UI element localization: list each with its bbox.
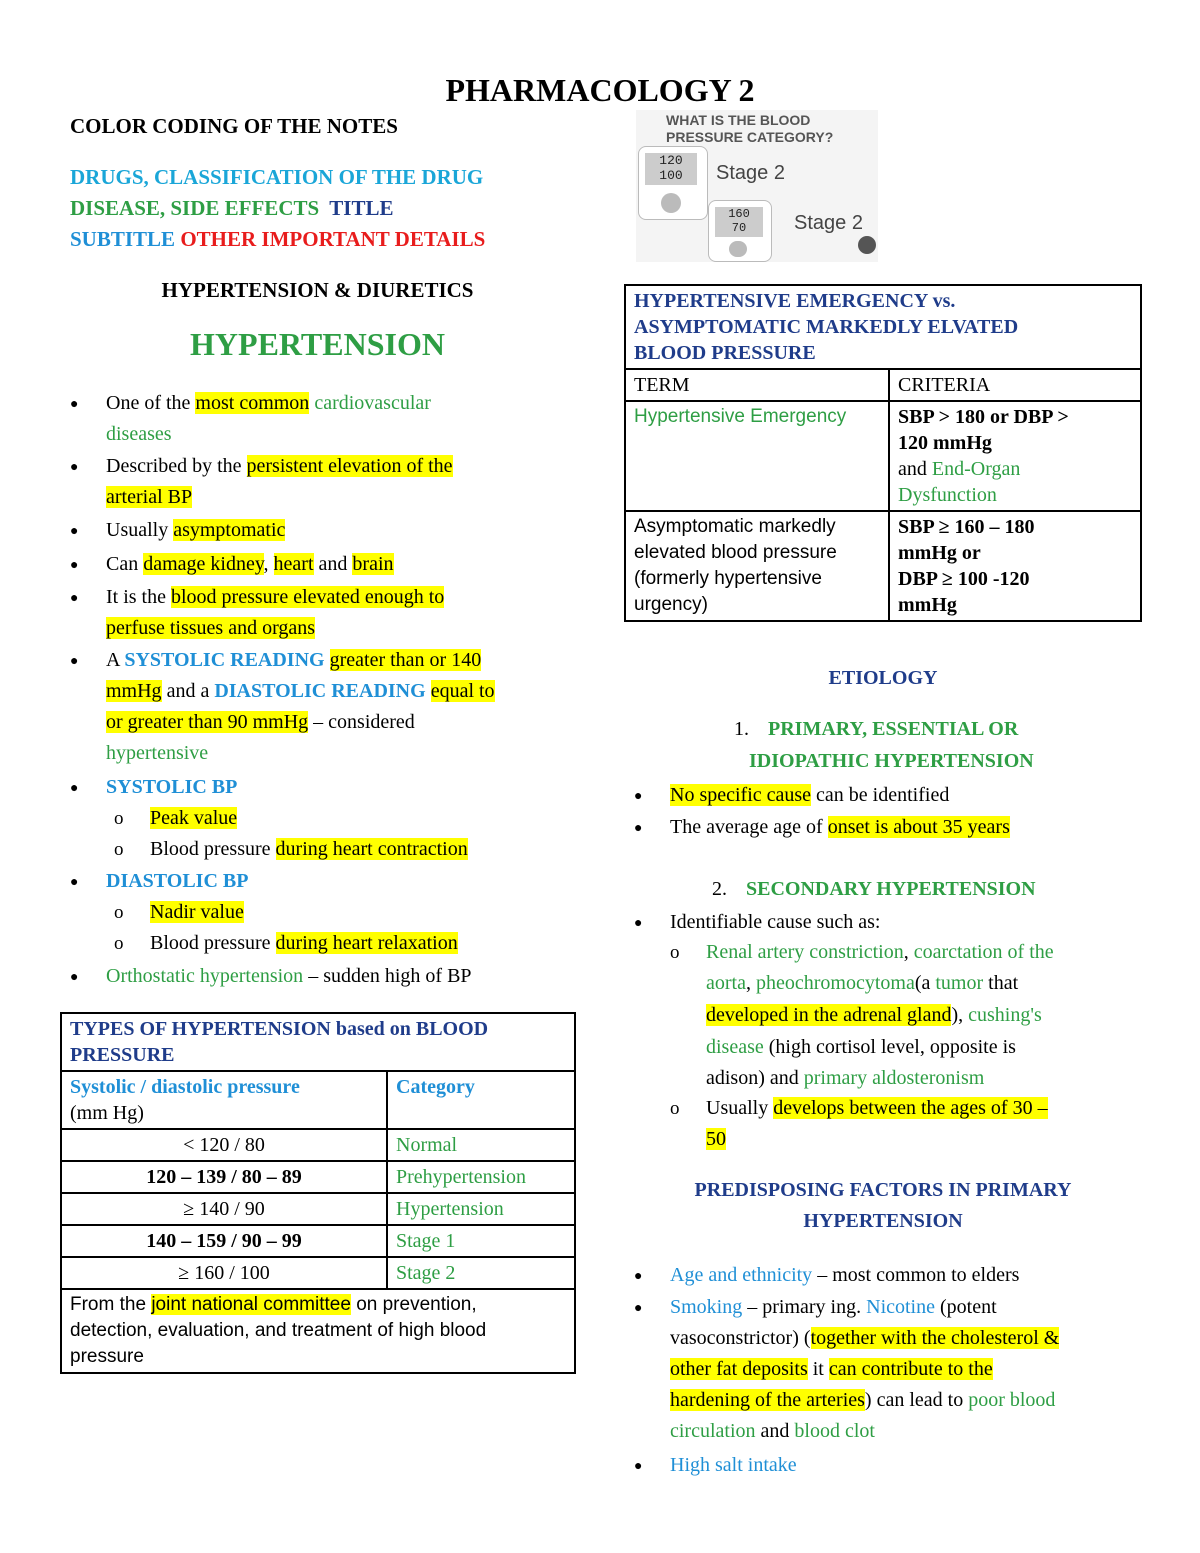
text: cardiovascular (309, 392, 431, 414)
legend-line3 (70, 227, 485, 252)
legend-title: TITLE (329, 196, 394, 220)
highlight: equal to (430, 680, 495, 702)
text: (formerly hypertensive (634, 568, 822, 589)
text: (mm Hg) (70, 1102, 144, 1124)
highlight: Peak value (150, 807, 238, 829)
highlight: arterial BP (106, 486, 193, 508)
types-col1 (61, 1071, 387, 1129)
highlight: develops between the ages of 30 – (773, 1097, 1048, 1119)
bullet-icon: ● (70, 591, 79, 606)
text: ), (951, 1004, 969, 1026)
text: Renal artery constriction (706, 941, 904, 963)
types-cell: Hypertension (387, 1193, 575, 1225)
systolic-heading: SYSTOLIC BP (106, 776, 238, 798)
highlight: Nadir value (150, 901, 244, 923)
secondary-sub-2 (706, 1097, 1048, 1120)
highlight: persistent elevation of the (246, 455, 453, 477)
text: – primary ing. (742, 1296, 867, 1318)
secondary-sub-1e (706, 1067, 984, 1090)
primary-num: 1. (734, 718, 749, 740)
text: can be identified (811, 784, 950, 806)
text: blood clot (794, 1420, 875, 1442)
monitor-1-display (645, 153, 697, 185)
text: The average age of (670, 816, 828, 838)
bullet-1-cont: diseases (106, 423, 172, 445)
legend-disease: DISEASE, SIDE EFFECTS (70, 196, 320, 220)
monitor-1-bottom: 100 (659, 168, 683, 183)
highlight: perfuse tissues and organs (106, 617, 316, 639)
highlight: during heart contraction (275, 838, 468, 860)
text: Described by the (106, 455, 247, 477)
sub-bullet-icon: o (114, 839, 124, 860)
bullet-5 (106, 586, 444, 609)
text: – sudden high of BP (303, 965, 472, 987)
text: adison) and (706, 1067, 804, 1089)
highlight: during heart relaxation (275, 932, 458, 954)
text: mmHg (898, 594, 957, 616)
stage-label-1: Stage 2 (716, 162, 785, 184)
predisposing-heading-2: HYPERTENSION (803, 1210, 963, 1232)
factor-3: High salt intake (670, 1454, 797, 1476)
text: mmHg or (898, 542, 981, 564)
text: and (898, 458, 932, 480)
emergency-r2-term (625, 511, 889, 621)
types-cell: 120 – 139 / 80 – 89 (61, 1161, 387, 1193)
text: Asymptomatic markedly (634, 516, 836, 537)
types-cell: 140 – 159 / 90 – 99 (61, 1225, 387, 1257)
bp-monitor-2 (708, 200, 772, 262)
text: elevated blood pressure (634, 542, 837, 563)
bullet-icon: ● (70, 397, 79, 412)
text: Usually (106, 519, 174, 541)
highlight: developed in the adrenal gland (706, 1004, 952, 1026)
primary-title-1: PRIMARY, ESSENTIAL OR (768, 718, 1019, 740)
highlight: blood pressure elevated enough to (171, 586, 445, 608)
text: and (755, 1420, 795, 1442)
bullet-1 (106, 392, 431, 415)
highlight: most common (195, 392, 310, 414)
bullet-6 (106, 649, 481, 672)
text: Usually (706, 1097, 774, 1119)
bullet-icon: ● (634, 1269, 643, 1284)
text: Can (106, 553, 144, 575)
highlight: asymptomatic (173, 519, 286, 541)
monitor-1-button-icon (661, 193, 681, 213)
factor-1 (670, 1264, 1019, 1287)
section-heading: HYPERTENSION & DIURETICS (161, 278, 474, 302)
text: on prevention, (350, 1294, 477, 1315)
diastolic-sub-2 (150, 932, 458, 955)
bullet-icon: ● (634, 1301, 643, 1316)
secondary-title: SECONDARY HYPERTENSION (746, 878, 1036, 900)
diastolic-heading: DIASTOLIC BP (106, 870, 249, 892)
text: disease (706, 1036, 764, 1058)
bullet-icon: ● (70, 970, 79, 985)
types-cell: < 120 / 80 (61, 1129, 387, 1161)
types-table (60, 1012, 576, 1374)
text: Dysfunction (898, 484, 997, 506)
secondary-sub-1b (706, 972, 1018, 995)
text: pressure (70, 1346, 144, 1367)
text: pheochromocytoma (755, 972, 915, 994)
primary-title-2: IDIOPATHIC HYPERTENSION (749, 750, 1034, 772)
text: A (106, 649, 125, 671)
bullet-icon: ● (70, 781, 79, 796)
emergency-r1-term: Hypertensive Emergency (625, 401, 889, 511)
etiology-heading: ETIOLOGY (828, 667, 938, 689)
text: – most common to elders (812, 1264, 1020, 1286)
text (325, 649, 330, 671)
text: BLOOD PRESSURE (634, 342, 816, 364)
text: Age and ethnicity (670, 1264, 813, 1286)
types-cell: ≥ 140 / 90 (61, 1193, 387, 1225)
types-cell: Stage 2 (387, 1257, 575, 1289)
sub-bullet-icon: o (114, 933, 124, 954)
sub-bullet-icon: o (114, 808, 124, 829)
text: 120 mmHg (898, 432, 992, 454)
emergency-r1-criteria (889, 401, 1141, 511)
highlight: damage kidney (143, 553, 264, 575)
text: and (313, 553, 353, 575)
text: urgency) (634, 594, 708, 615)
text: DBP ≥ 100 -120 (898, 568, 1030, 590)
highlight: can contribute to the (828, 1358, 993, 1380)
systolic-sub-1 (150, 807, 237, 830)
text: , (263, 553, 274, 575)
diastolic-sub-1 (150, 901, 244, 924)
emergency-col1: TERM (625, 369, 889, 401)
person-icon (858, 236, 876, 254)
text: vasoconstrictor) ( (670, 1327, 811, 1349)
sub-bullet-icon: o (670, 942, 680, 963)
highlight: other fat deposits (670, 1358, 808, 1380)
text: Blood pressure (150, 932, 276, 954)
text: , (903, 941, 914, 963)
text: Nicotine (866, 1296, 935, 1318)
highlight: mmHg (106, 680, 162, 702)
types-cell: Prehypertension (387, 1161, 575, 1193)
secondary-num: 2. (712, 878, 727, 900)
factor-2 (670, 1296, 997, 1319)
text: Orthostatic hypertension (106, 965, 304, 987)
types-col2: Category (387, 1071, 575, 1129)
text: End-Organ (931, 458, 1021, 480)
monitor-2-button-icon (729, 241, 747, 257)
bullet-6-cont (106, 680, 495, 703)
secondary-bullet: Identifiable cause such as: (670, 911, 881, 933)
text: – considered (308, 711, 415, 733)
highlight: together with the cholesterol & (810, 1327, 1060, 1349)
bullet-6-cont2 (106, 711, 415, 734)
stage-label-2: Stage 2 (794, 212, 863, 234)
text: poor blood (968, 1389, 1056, 1411)
bp-monitor-1 (638, 146, 708, 220)
bullet-3 (106, 519, 285, 542)
text: cushing's (968, 1004, 1042, 1026)
text: circulation (670, 1420, 756, 1442)
highlight: greater than or 140 (329, 649, 482, 671)
bullet-5-cont (106, 617, 315, 640)
text: ) can lead to (864, 1389, 969, 1411)
text: (potent (935, 1296, 997, 1318)
bullet-icon: ● (70, 460, 79, 475)
bullet-2-cont (106, 486, 192, 509)
text: It is the (106, 586, 171, 608)
bullet-icon: ● (70, 875, 79, 890)
legend-heading: COLOR CODING OF THE NOTES (70, 114, 398, 138)
legend-line2 (70, 196, 394, 221)
text: Blood pressure (150, 838, 276, 860)
factor-2b (670, 1327, 1059, 1350)
text: ASYMPTOMATIC MARKEDLY ELVATED (634, 316, 1019, 338)
types-footer (61, 1289, 575, 1373)
text: From the (70, 1294, 152, 1315)
bullet-icon: ● (634, 821, 643, 836)
bullet-icon: ● (70, 558, 79, 573)
bp-category-image (636, 110, 878, 262)
text: , (745, 972, 756, 994)
primary-bullet-2 (670, 816, 1010, 839)
highlight: 50 (706, 1128, 726, 1150)
text: and a (161, 680, 215, 702)
monitor-1-top: 120 (659, 153, 683, 168)
emergency-col2: CRITERIA (889, 369, 1141, 401)
hypertension-heading: HYPERTENSION (190, 326, 445, 362)
bullet-icon: ● (70, 654, 79, 669)
types-cell: Stage 1 (387, 1225, 575, 1257)
text: Smoking (670, 1296, 743, 1318)
highlight: No specific cause (670, 784, 812, 806)
bullet-icon: ● (634, 1459, 643, 1474)
emergency-title (625, 285, 1141, 369)
text: DIASTOLIC READING (214, 680, 426, 702)
factor-2d (670, 1389, 1055, 1412)
text: SYSTOLIC READING (124, 649, 325, 671)
highlight: hardening of the arteries (670, 1389, 865, 1411)
secondary-sub-2b (706, 1128, 726, 1151)
secondary-sub-1c (706, 1004, 1042, 1027)
orthostatic-bullet (106, 965, 472, 988)
text: primary aldosteronism (803, 1067, 985, 1089)
types-cell: ≥ 160 / 100 (61, 1257, 387, 1289)
legend-subtitle: SUBTITLE (70, 227, 176, 251)
text: SBP ≥ 160 – 180 (898, 516, 1035, 538)
bullet-icon: ● (70, 524, 79, 539)
systolic-sub-2 (150, 838, 468, 861)
text: SBP > 180 or DBP > (898, 406, 1069, 428)
monitor-2-bottom: 70 (731, 221, 747, 235)
text: (high cortisol level, opposite is (763, 1036, 1016, 1058)
bullet-4 (106, 553, 394, 576)
text: HYPERTENSIVE EMERGENCY vs. (634, 290, 956, 312)
highlight: or greater than 90 mmHg (106, 711, 309, 733)
bullet-icon: ● (634, 916, 643, 931)
factor-2c (670, 1358, 993, 1381)
legend-important: OTHER IMPORTANT DETAILS (180, 227, 486, 251)
sub-bullet-icon: o (114, 902, 124, 923)
types-table-title: TYPES OF HYPERTENSION based on BLOOD PRESSURE (61, 1013, 575, 1071)
bullet-icon: ● (634, 789, 643, 804)
bullet-6-cont3: hypertensive (106, 742, 209, 764)
types-cell: Normal (387, 1129, 575, 1161)
text: Systolic / diastolic pressure (70, 1076, 300, 1098)
text (426, 680, 431, 702)
text: detection, evaluation, and treatment of high blood (70, 1320, 487, 1341)
secondary-sub-1 (706, 941, 1054, 964)
monitor-2-top: 160 (728, 207, 750, 221)
page-title: PHARMACOLOGY 2 (445, 72, 755, 108)
factor-2e (670, 1420, 875, 1443)
text: (a (914, 972, 936, 994)
highlight: heart (273, 553, 314, 575)
highlight: onset is about 35 years (827, 816, 1010, 838)
highlight: brain (352, 553, 394, 575)
predisposing-heading-1: PREDISPOSING FACTORS IN PRIMARY (694, 1179, 1072, 1201)
emergency-table (624, 284, 1142, 622)
monitor-2-display (715, 207, 763, 237)
legend-drugs: DRUGS, CLASSIFICATION OF THE DRUG (70, 165, 484, 189)
text: tumor (935, 972, 984, 994)
highlight: joint national committee (151, 1294, 351, 1315)
text: One of the (106, 392, 196, 414)
primary-bullet-1 (670, 784, 949, 807)
secondary-sub-1d (706, 1036, 1016, 1059)
bullet-2 (106, 455, 453, 478)
sub-bullet-icon: o (670, 1098, 680, 1119)
bp-image-caption: WHAT IS THE BLOOD PRESSURE CATEGORY? (666, 112, 834, 145)
text: aorta (706, 972, 746, 994)
text: that (983, 972, 1019, 994)
text: it (807, 1358, 829, 1380)
emergency-r2-criteria (889, 511, 1141, 621)
text: coarctation of the (913, 941, 1054, 963)
